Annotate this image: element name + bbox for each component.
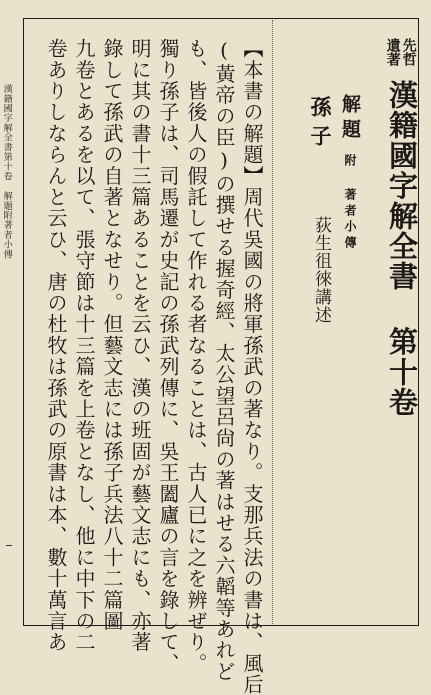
running-title: 漢籍國字解全書第十卷 — [1, 84, 13, 181]
body-column-4: 獨り孫子は、司馬遷が史記の孫武列傳に、吳王闔廬の言を錄して、 — [156, 38, 180, 674]
margin-running-head — [2, 84, 11, 259]
body-column-8: 卷ありしならんと云ひ、唐の杜牧は孫武の原書は本、數十萬言あ — [44, 38, 68, 653]
title-prefix-1: 先哲 — [400, 38, 417, 66]
body-column-1: 【本書の解題】周代吳國の將軍孫武の著なり。支那兵法の書は、風后 — [240, 38, 264, 695]
body-column-5: 明に其の書十三篇あることを云ひ、漢の班固が藝文志にも、亦著 — [128, 38, 152, 653]
column-divider — [272, 20, 274, 624]
book-title: 漢籍國字解全書 第十卷 — [385, 80, 419, 418]
body-column-7: 九卷とあるを以て、張守節は十三篇を上卷となし、他に中下の二 — [72, 38, 96, 653]
body-column-6: 錄して孫武の自著となせり。但藝文志には孫子兵法八十二篇圖 — [100, 38, 124, 632]
title-prefix-2: 遺著 — [384, 38, 401, 66]
commentator-credit: 荻生徂徠講述 — [311, 216, 331, 324]
body-column-3: も、皆後人の假託して作れる者なることは、古人已に之を辨ぜり。 — [184, 38, 208, 674]
running-section: 解題附著者小傳 — [1, 191, 13, 259]
section-heading — [340, 94, 359, 252]
section-heading-appendix: 附 著者小傳 — [343, 154, 357, 252]
work-title: 孫子 — [308, 96, 333, 154]
margin-tick-mark — [6, 545, 12, 546]
body-column-2: (黃帝の臣)の撰せる握奇經、太公望呂尙の著はせる六韜等あれど — [212, 38, 236, 682]
section-heading-main: 解題 — [339, 94, 361, 144]
